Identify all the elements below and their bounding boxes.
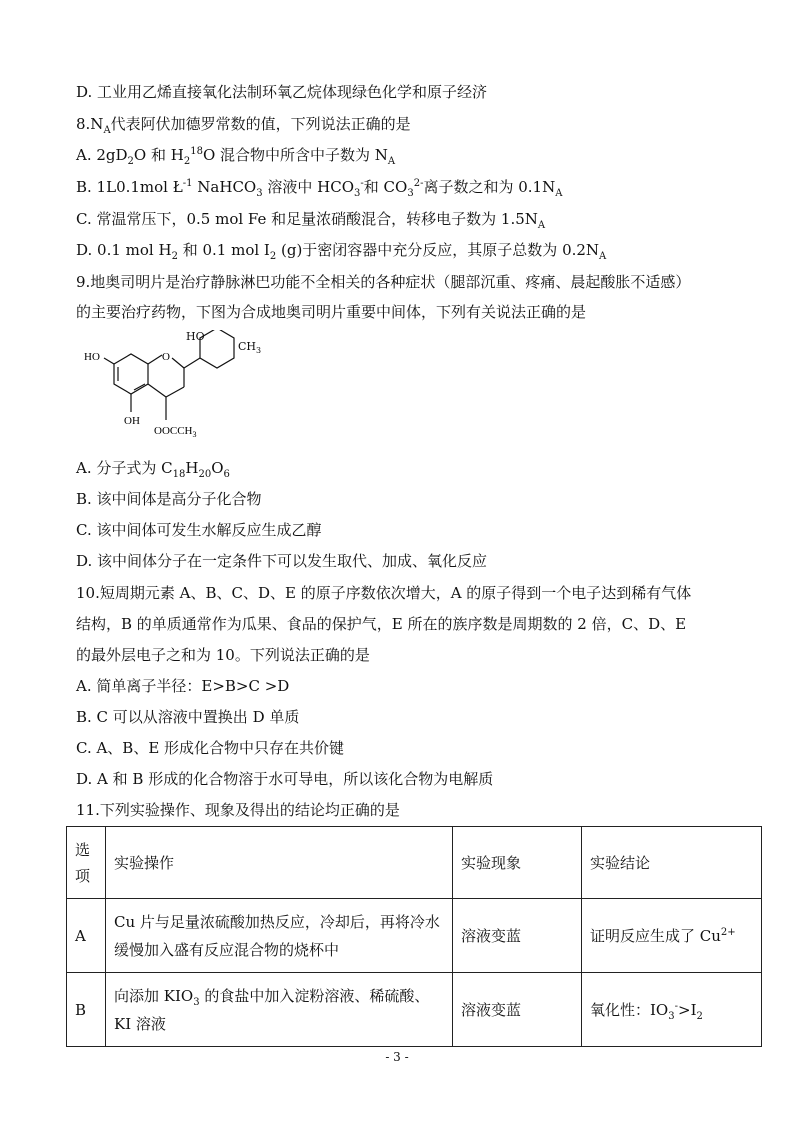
- table-header-row: [67, 827, 762, 899]
- header-operation: 实验操作: [106, 827, 453, 899]
- q8-stem-num: 8.N: [76, 115, 104, 133]
- q8b-t1: -1: [182, 178, 193, 189]
- page-number: - 3 -: [385, 1050, 409, 1064]
- row-b-c-sup: -: [674, 1000, 678, 1012]
- q9a-t5: 6: [223, 469, 230, 480]
- q8a-t1: 2: [127, 156, 134, 167]
- ring-c-bond-1: [148, 355, 162, 364]
- q9a-t3: 20: [198, 469, 212, 480]
- q9a-t0: A. 分子式为 C: [76, 459, 173, 477]
- q10-stem-line2: 结构，B 的单质通常作为瓜果、食品的保护气，E 所在的族序数是周期数的 2 倍，C、D、E: [76, 615, 687, 633]
- q10-option-b: B. C 可以从溶液中置换出 D 单质: [76, 708, 300, 726]
- row-b-conclusion: [582, 973, 762, 1047]
- q8b-t3: 3: [256, 188, 263, 199]
- q8a-t3: 2: [183, 156, 191, 167]
- aryl-bond: [184, 358, 200, 368]
- q8b-t0: B. 1L0.1mol Ł: [76, 178, 183, 196]
- row-b-op-post: 的食盐中加入淀粉溶液、稀硫酸、KI 溶液: [114, 986, 430, 1033]
- row-a-operation: Cu 片与足量浓硫酸加热反应，冷却后，再将冷水缓慢加入盛有反应混合物的烧杯中: [106, 899, 453, 973]
- header-phenomenon: 实验现象: [453, 827, 582, 899]
- ring-a: [114, 354, 148, 394]
- ch3-text: CH: [238, 340, 257, 353]
- table-row: [67, 899, 762, 973]
- ring-b: [200, 330, 234, 368]
- row-a-option: A: [67, 899, 106, 973]
- header-option: 选项: [67, 827, 106, 899]
- q8b-t6: -: [360, 178, 364, 189]
- q9a-t2: H: [185, 459, 199, 477]
- q8d-t4: (g)于密闭容器中充分反应，其原子总数为 0.2N: [276, 241, 600, 259]
- row-b-phenomenon: 溶液变蓝: [453, 973, 582, 1047]
- structure-ho-top-label: HO: [186, 330, 205, 343]
- q8-stem-rest: 代表阿伏加德罗常数的值，下列说法正确的是: [110, 115, 411, 133]
- q8b-t5: 3: [354, 188, 361, 199]
- ring-oxygen-label: O: [162, 351, 170, 363]
- row-a-conclusion-sup: 2+: [720, 926, 736, 938]
- ho-left-bond: [104, 358, 114, 364]
- q8a-t4: 18: [190, 146, 203, 157]
- ring-c-bond-2: [172, 358, 184, 368]
- q9a-t1: 18: [172, 469, 186, 480]
- q10-option-c: C. A、B、E 形成化合物中只存在共价键: [76, 739, 345, 757]
- ch3-sub: 3: [256, 346, 262, 356]
- q8d-t2: 和 0.1 mol I: [177, 241, 270, 259]
- q8d-t1: 2: [171, 251, 178, 262]
- row-b-option: B: [67, 973, 106, 1047]
- q8d-t3: 2: [269, 251, 277, 262]
- q8b-t2: NaHCO: [192, 178, 257, 196]
- q8-option-b: [76, 177, 562, 197]
- q8a-t0: A. 2gD: [76, 146, 128, 164]
- q10-stem-line3: 的最外层电子之和为 10。下列说法正确的是: [76, 646, 370, 664]
- q8c-t1: A: [537, 220, 546, 231]
- structure-ch3-label: [238, 340, 262, 356]
- ring-c-bond-5: [148, 384, 166, 397]
- q9a-t4: O: [211, 459, 224, 477]
- row-a-phenomenon: 溶液变蓝: [453, 899, 582, 973]
- oh-bottom-label: OH: [124, 415, 140, 427]
- row-b-c-mid: >I: [678, 1000, 697, 1019]
- chemical-structure: [84, 330, 257, 445]
- q9-stem-line2: 的主要治疗药物，下图为合成地奥司明片重要中间体，下列有关说法正确的是: [76, 303, 587, 321]
- header-conclusion: 实验结论: [582, 827, 762, 899]
- q8-option-a: [76, 145, 395, 165]
- q8a-t2: O 和 H: [133, 146, 184, 164]
- q10-option-d: D. A 和 B 形成的化合物溶于水可导电，所以该化合物为电解质: [76, 770, 494, 788]
- q11-stem: 11.下列实验操作、现象及得出的结论均正确的是: [76, 801, 400, 819]
- q8b-t9: 2-: [413, 178, 424, 189]
- q8b-t11: A: [555, 188, 563, 199]
- q7-option-d: D. 工业用乙烯直接氧化法制环氧乙烷体现绿色化学和原子经济: [76, 83, 488, 101]
- row-b-operation: [106, 973, 453, 1047]
- q10-option-a: A. 简单离子半径：E>B>C >D: [76, 677, 290, 695]
- experiment-table: [66, 826, 762, 1047]
- q9-option-c: C. 该中间体可发生水解反应生成乙醇: [76, 521, 322, 539]
- q9-option-d: D. 该中间体分子在一定条件下可以发生取代、加成、氧化反应: [76, 552, 488, 570]
- ho-left-label: HO: [84, 351, 100, 363]
- q8a-t6: A: [387, 156, 396, 167]
- q10-stem-line1: 10.短周期元素 A、B、C、D、E 的原子序数依次增大，A 的原子得到一个电子达到稀有气体: [76, 584, 692, 602]
- q8d-t5: A: [599, 251, 607, 262]
- row-a-conclusion-text: 证明反应生成了 Cu: [590, 926, 721, 945]
- q8b-t7: 和 CO: [363, 178, 408, 196]
- q8d-t0: D. 0.1 mol H: [76, 241, 172, 259]
- q8c-t0: C. 常温常压下，0.5 mol Fe 和足量浓硝酸混合，转移电子数为 1.5N: [76, 210, 538, 228]
- row-b-c-sub: 3: [668, 1010, 675, 1022]
- row-b-op-pre: 向添加 KIO: [114, 986, 194, 1005]
- q8-option-c: [76, 209, 545, 229]
- ring-c-bond-4: [166, 387, 184, 397]
- row-b-op-sub: 3: [193, 996, 200, 1008]
- q8-option-d: [76, 240, 606, 260]
- q8b-t10: 离子数之和为 0.1N: [423, 178, 556, 196]
- q8b-t4: 溶液中 HCO: [262, 178, 355, 196]
- row-a-conclusion: [582, 899, 762, 973]
- q8-stem-sub: A: [103, 125, 111, 136]
- row-b-c-pre: 氧化性：IO: [590, 1000, 669, 1019]
- q8-stem: [76, 114, 411, 134]
- q9-stem-line1: 9.地奥司明片是治疗静脉淋巴功能不全相关的各种症状（腿部沉重、疼痛、晨起酸胀不适感）: [76, 273, 691, 291]
- row-b-c-sub2: 2: [696, 1010, 703, 1022]
- q9-option-b: B. 该中间体是高分子化合物: [76, 490, 262, 508]
- q9-option-a: [76, 458, 230, 478]
- q8a-t5: O 混合物中所含中子数为 N: [202, 146, 388, 164]
- table-row: [67, 973, 762, 1047]
- ester-label: $OOCCH_3$: [154, 425, 197, 439]
- q8b-t8: 3: [407, 188, 414, 199]
